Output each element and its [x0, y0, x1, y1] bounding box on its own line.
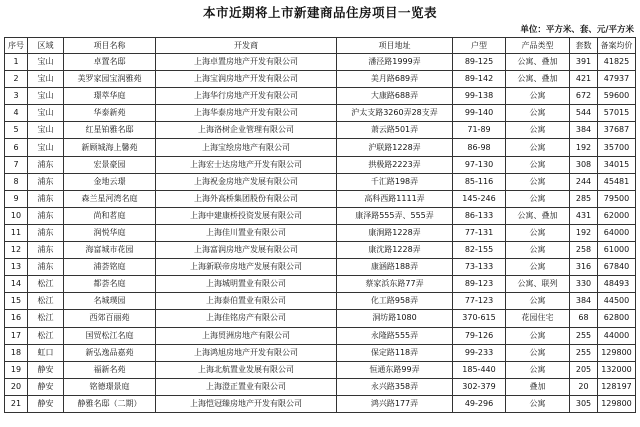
row-avg-price: 129800 — [598, 395, 636, 412]
row-product-type: 公寓、叠加 — [506, 71, 570, 88]
table-row — [5, 224, 636, 241]
row-project-name: 新顾城海上馨苑 — [64, 139, 156, 156]
row-district: 静安 — [28, 361, 64, 378]
row-index: 16 — [5, 310, 28, 327]
row-developer: 上海华泰房地产开发有限公司 — [156, 105, 337, 122]
row-address: 洞坊路1080 — [337, 310, 453, 327]
row-district: 宝山 — [28, 122, 64, 139]
row-address: 化工路958弄 — [337, 293, 453, 310]
table-row — [5, 378, 636, 395]
row-developer: 上海新联帝房地产发展有限公司 — [156, 259, 337, 276]
table-row — [5, 54, 636, 71]
row-address: 美月路689弄 — [337, 71, 453, 88]
row-project-name: 浦荟铭庭 — [64, 259, 156, 276]
row-project-name: 尚和茗庭 — [64, 207, 156, 224]
table-row — [5, 71, 636, 88]
row-developer: 上海澄正置业有限公司 — [156, 378, 337, 395]
table-row — [5, 105, 636, 122]
row-unit-size: 86-98 — [453, 139, 506, 156]
row-project-name: 宏景豪园 — [64, 156, 156, 173]
header-unit-size: 户型 — [453, 38, 506, 54]
row-district: 静安 — [28, 378, 64, 395]
row-project-name: 新弘逸品嘉苑 — [64, 344, 156, 361]
row-district: 松江 — [28, 327, 64, 344]
header-product-type: 产品类型 — [506, 38, 570, 54]
row-unit-size: 49-296 — [453, 395, 506, 412]
row-developer: 上海外高桥集团股份有限公司 — [156, 190, 337, 207]
row-district: 宝山 — [28, 88, 64, 105]
row-developer: 上海佳铭房产有限公司 — [156, 310, 337, 327]
row-index: 10 — [5, 207, 28, 224]
row-district: 宝山 — [28, 71, 64, 88]
table-row — [5, 190, 636, 207]
row-address: 大康路688弄 — [337, 88, 453, 105]
row-index: 20 — [5, 378, 28, 395]
row-project-name: 美罗家园宝润雅苑 — [64, 71, 156, 88]
row-unit-count: 258 — [570, 242, 598, 259]
table-row — [5, 242, 636, 259]
row-district: 浦东 — [28, 207, 64, 224]
row-product-type: 公寓、联列 — [506, 276, 570, 293]
table-row — [5, 139, 636, 156]
row-unit-count: 305 — [570, 395, 598, 412]
row-district: 松江 — [28, 276, 64, 293]
table-row — [5, 327, 636, 344]
row-project-name: 福新名苑 — [64, 361, 156, 378]
row-product-type: 公寓 — [506, 361, 570, 378]
row-avg-price: 41825 — [598, 54, 636, 71]
row-product-type: 公寓 — [506, 122, 570, 139]
row-project-name: 铭德璟景庭 — [64, 378, 156, 395]
row-address: 鸿兴路177弄 — [337, 395, 453, 412]
row-project-name: 海富城市花园 — [64, 242, 156, 259]
row-developer: 上海中建康桥投资发展有限公司 — [156, 207, 337, 224]
row-district: 浦东 — [28, 156, 64, 173]
row-avg-price: 44000 — [598, 327, 636, 344]
row-developer: 上海鸿旭房地产开发有限公司 — [156, 344, 337, 361]
row-avg-price: 44500 — [598, 293, 636, 310]
row-developer: 上海祝金房地产发展有限公司 — [156, 173, 337, 190]
table-row — [5, 122, 636, 139]
row-address: 沪太支路3260弄28支弄 — [337, 105, 453, 122]
row-index: 6 — [5, 139, 28, 156]
row-unit-size: 82-155 — [453, 242, 506, 259]
row-address: 康涵路188弄 — [337, 259, 453, 276]
row-unit-count: 330 — [570, 276, 598, 293]
row-product-type: 叠加 — [506, 378, 570, 395]
row-index: 9 — [5, 190, 28, 207]
row-project-name: 名城璞园 — [64, 293, 156, 310]
row-unit-size: 99-138 — [453, 88, 506, 105]
row-district: 静安 — [28, 395, 64, 412]
row-avg-price: 37687 — [598, 122, 636, 139]
table-row — [5, 361, 636, 378]
row-district: 浦东 — [28, 190, 64, 207]
row-unit-size: 89-123 — [453, 276, 506, 293]
document-title: 本市近期将上市新建商品住房项目一览表 — [202, 5, 437, 20]
row-unit-size: 370-615 — [453, 310, 506, 327]
row-project-name: 金地云璟 — [64, 173, 156, 190]
row-district: 宝山 — [28, 54, 64, 71]
table-row — [5, 395, 636, 412]
row-address: 蔡家浜东路77弄 — [337, 276, 453, 293]
row-district: 浦东 — [28, 259, 64, 276]
row-project-name: 璟萃华庭 — [64, 88, 156, 105]
row-address: 恒通东路99弄 — [337, 361, 453, 378]
row-project-name: 西郊百丽苑 — [64, 310, 156, 327]
row-index: 12 — [5, 242, 28, 259]
table-row — [5, 156, 636, 173]
row-developer: 上海宝绘房地产有限公司 — [156, 139, 337, 156]
row-unit-size: 71-89 — [453, 122, 506, 139]
row-product-type: 公寓 — [506, 88, 570, 105]
row-product-type: 花园住宅 — [506, 310, 570, 327]
row-unit-count: 255 — [570, 327, 598, 344]
row-address: 保定路118弄 — [337, 344, 453, 361]
row-unit-size: 77-123 — [453, 293, 506, 310]
table-row — [5, 310, 636, 327]
header-address: 项目地址 — [337, 38, 453, 54]
row-index: 1 — [5, 54, 28, 71]
row-unit-size: 145-246 — [453, 190, 506, 207]
row-address: 康泽路555弄、555弄 — [337, 207, 453, 224]
row-developer: 上海宝润房地产开发有限公司 — [156, 71, 337, 88]
table-row — [5, 207, 636, 224]
row-avg-price: 64000 — [598, 224, 636, 241]
row-district: 浦东 — [28, 173, 64, 190]
row-unit-count: 672 — [570, 88, 598, 105]
row-avg-price: 79500 — [598, 190, 636, 207]
row-unit-size: 99-140 — [453, 105, 506, 122]
row-avg-price: 35700 — [598, 139, 636, 156]
row-avg-price: 61000 — [598, 242, 636, 259]
row-unit-size: 79-126 — [453, 327, 506, 344]
header-index: 序号 — [5, 38, 28, 54]
row-index: 7 — [5, 156, 28, 173]
row-avg-price: 132000 — [598, 361, 636, 378]
table-row — [5, 344, 636, 361]
row-product-type: 公寓 — [506, 242, 570, 259]
row-unit-count: 244 — [570, 173, 598, 190]
row-product-type: 公寓 — [506, 190, 570, 207]
row-unit-size: 185-440 — [453, 361, 506, 378]
row-avg-price: 45481 — [598, 173, 636, 190]
row-developer: 上海恺冠臻房地产开发有限公司 — [156, 395, 337, 412]
row-index: 18 — [5, 344, 28, 361]
row-address: 永隆路555弄 — [337, 327, 453, 344]
header-district: 区域 — [28, 38, 64, 54]
row-project-name: 卓置名邸 — [64, 54, 156, 71]
row-avg-price: 34015 — [598, 156, 636, 173]
row-index: 2 — [5, 71, 28, 88]
row-project-name: 华泰新苑 — [64, 105, 156, 122]
row-index: 13 — [5, 259, 28, 276]
row-project-name: 国贸松江名庭 — [64, 327, 156, 344]
row-index: 15 — [5, 293, 28, 310]
row-unit-size: 302-379 — [453, 378, 506, 395]
row-index: 4 — [5, 105, 28, 122]
row-product-type: 公寓 — [506, 344, 570, 361]
row-unit-size: 99-233 — [453, 344, 506, 361]
row-unit-size: 89-142 — [453, 71, 506, 88]
row-address: 沪联路1228弄 — [337, 139, 453, 156]
row-address: 潘泾路1999弄 — [337, 54, 453, 71]
housing-projects-table — [4, 37, 636, 413]
row-district: 浦东 — [28, 224, 64, 241]
row-product-type: 公寓 — [506, 173, 570, 190]
row-developer: 上海贸洲房地产有限公司 — [156, 327, 337, 344]
row-unit-count: 68 — [570, 310, 598, 327]
row-project-name: 红星铂雅名邸 — [64, 122, 156, 139]
row-address: 康涧路1228弄 — [337, 224, 453, 241]
row-index: 8 — [5, 173, 28, 190]
row-district: 宝山 — [28, 139, 64, 156]
row-project-name: 森兰星河湾名庭 — [64, 190, 156, 207]
row-unit-count: 544 — [570, 105, 598, 122]
row-developer: 上海华行房地产开发有限公司 — [156, 88, 337, 105]
row-district: 浦东 — [28, 242, 64, 259]
row-developer: 上海洛树企业管理有限公司 — [156, 122, 337, 139]
row-product-type: 公寓 — [506, 293, 570, 310]
row-product-type: 公寓 — [506, 224, 570, 241]
row-developer: 上海佳川置业有限公司 — [156, 224, 337, 241]
table-row — [5, 173, 636, 190]
row-index: 3 — [5, 88, 28, 105]
row-avg-price: 57015 — [598, 105, 636, 122]
row-index: 11 — [5, 224, 28, 241]
row-index: 21 — [5, 395, 28, 412]
row-district: 宝山 — [28, 105, 64, 122]
row-developer: 上海城明置业有限公司 — [156, 276, 337, 293]
row-unit-count: 192 — [570, 139, 598, 156]
row-product-type: 公寓 — [506, 259, 570, 276]
row-product-type: 公寓 — [506, 156, 570, 173]
row-index: 19 — [5, 361, 28, 378]
table-row — [5, 293, 636, 310]
row-index: 17 — [5, 327, 28, 344]
row-unit-count: 192 — [570, 224, 598, 241]
row-unit-count: 205 — [570, 361, 598, 378]
header-project-name: 项目名称 — [64, 38, 156, 54]
row-unit-count: 384 — [570, 293, 598, 310]
row-avg-price: 59600 — [598, 88, 636, 105]
row-unit-count: 391 — [570, 54, 598, 71]
row-avg-price: 62800 — [598, 310, 636, 327]
row-unit-size: 97-130 — [453, 156, 506, 173]
row-unit-count: 431 — [570, 207, 598, 224]
row-project-name: 润悦华庭 — [64, 224, 156, 241]
row-unit-count: 308 — [570, 156, 598, 173]
row-unit-size: 77-131 — [453, 224, 506, 241]
table-row — [5, 259, 636, 276]
row-district: 松江 — [28, 310, 64, 327]
unit-note: 单位：平方米、套、元/平方米 — [520, 25, 634, 35]
row-developer: 上海卓置房地产开发有限公司 — [156, 54, 337, 71]
row-product-type: 公寓 — [506, 139, 570, 156]
row-address: 萧云路501弄 — [337, 122, 453, 139]
row-address: 高科西路1111弄 — [337, 190, 453, 207]
row-unit-count: 421 — [570, 71, 598, 88]
row-unit-count: 20 — [570, 378, 598, 395]
row-unit-count: 255 — [570, 344, 598, 361]
row-unit-size: 85-116 — [453, 173, 506, 190]
header-developer: 开发商 — [156, 38, 337, 54]
row-district: 虹口 — [28, 344, 64, 361]
table-row — [5, 276, 636, 293]
row-avg-price: 128197 — [598, 378, 636, 395]
row-developer: 上海北航置业发展有限公司 — [156, 361, 337, 378]
row-avg-price: 48493 — [598, 276, 636, 293]
row-developer: 上海宏士达房地产开发有限公司 — [156, 156, 337, 173]
row-unit-size: 73-133 — [453, 259, 506, 276]
row-avg-price: 47937 — [598, 71, 636, 88]
row-developer: 上海富润房地产发展有限公司 — [156, 242, 337, 259]
row-developer: 上海泰伯置业有限公司 — [156, 293, 337, 310]
row-unit-count: 384 — [570, 122, 598, 139]
row-unit-size: 86-133 — [453, 207, 506, 224]
table-row — [5, 88, 636, 105]
header-avg-price: 备案均价 — [598, 38, 636, 54]
row-unit-size: 89-125 — [453, 54, 506, 71]
row-address: 康沈路1228弄 — [337, 242, 453, 259]
row-avg-price: 129800 — [598, 344, 636, 361]
row-project-name: 静雅名邸（二期） — [64, 395, 156, 412]
row-district: 松江 — [28, 293, 64, 310]
row-index: 14 — [5, 276, 28, 293]
header-unit-count: 套数 — [570, 38, 598, 54]
row-avg-price: 62000 — [598, 207, 636, 224]
row-project-name: 都荟名庭 — [64, 276, 156, 293]
row-product-type: 公寓、叠加 — [506, 54, 570, 71]
row-unit-count: 285 — [570, 190, 598, 207]
row-product-type: 公寓 — [506, 327, 570, 344]
row-product-type: 公寓 — [506, 395, 570, 412]
table-header-row — [5, 38, 636, 54]
row-avg-price: 67840 — [598, 259, 636, 276]
row-address: 拱极路2223弄 — [337, 156, 453, 173]
row-product-type: 公寓、叠加 — [506, 207, 570, 224]
row-index: 5 — [5, 122, 28, 139]
row-unit-count: 316 — [570, 259, 598, 276]
row-product-type: 公寓 — [506, 105, 570, 122]
row-address: 千汇路198弄 — [337, 173, 453, 190]
row-address: 永兴路358弄 — [337, 378, 453, 395]
